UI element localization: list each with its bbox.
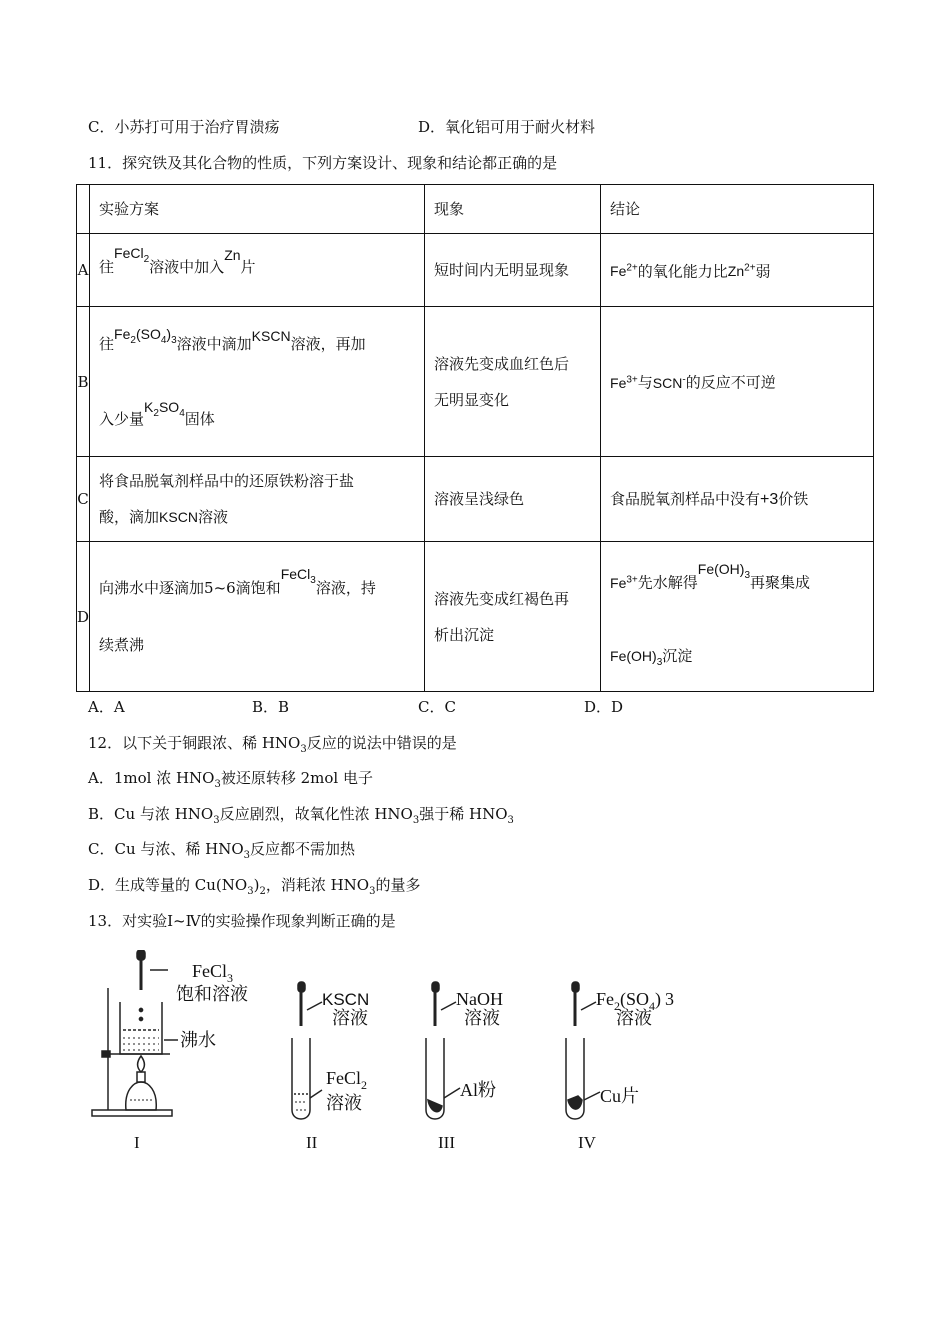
i-reagent-text: 饱和溶液 [176,984,248,1004]
q10-option-c: C．小苏打可用于治疗胃溃疡 [88,118,280,136]
water-lines [123,1038,159,1050]
chem-formula [280,566,316,586]
chem-formula [610,648,663,668]
q12-stem [88,733,457,760]
iii-number: III [438,1133,455,1152]
iii-reagent-bottom: Al粉 [460,1080,496,1100]
row-c-plan-line2 [99,499,415,535]
chem-formula [114,244,150,265]
superscript: - [682,374,686,386]
superscript: 2+ [626,262,638,274]
text: 被还原转移 2mol 电子 [220,769,373,787]
text: Fe [610,574,627,591]
row-d-conclusion-line2 [610,645,864,674]
subscript: 2 [259,886,266,897]
row-b-conclusion [601,307,874,457]
text: 溶液中滴加 [176,334,252,353]
text: Fe [610,263,627,280]
text: SCN [652,374,683,391]
chem-formula [728,263,756,279]
text: 溶液中加入 [149,257,225,276]
row-d-plan [90,542,425,692]
iii-reagent-top-text: 溶液 [464,1008,500,1028]
superscript: 2+ [744,262,756,274]
q10-option-d: D．氧化铝可用于耐火材料 [418,118,596,136]
alcohol-lamp [126,1082,157,1110]
pointer-line [584,1092,600,1100]
iv-number: IV [578,1133,596,1152]
dropper-bulb [572,982,579,992]
text: Fe [610,374,627,391]
text: Fe(OH) [610,648,657,665]
text: 溶液 [197,508,228,526]
stand-base [92,1110,172,1116]
q13-stem: 13．对实验Ⅰ~Ⅳ的实验操作现象判断正确的是 [88,912,396,930]
iv-reagent-top-text: 溶液 [616,1008,652,1028]
text: 析出沉淀 [434,625,495,644]
experiment-figure [80,950,700,1160]
text: A．1mol 浓 HNO [88,769,215,787]
subscript: 3 [214,779,221,790]
chem-formula [697,560,751,581]
ii-reagent-top-text: 溶液 [332,1008,368,1028]
text: ) [253,876,260,894]
row-c-phenomenon: 溶液呈浅绿色 [425,457,601,542]
apparatus-ii [292,982,322,1119]
row-label: B [77,307,90,457]
q11-option-d: D．D [584,698,624,716]
text: 向沸水中逐滴加5~6滴饱和 [99,579,281,598]
text: C．Cu 与浓、稀 HNO [88,840,244,858]
text: ，消耗浓 HNO [265,876,370,894]
subscript: 3 [171,334,177,346]
subscript: 3 [412,815,420,826]
iii-reagent-top: NaOH [456,989,503,1009]
subscript: 3 [300,744,307,755]
row-d-conclusion-line1 [610,559,864,645]
row-d-conclusion [601,542,874,692]
apparatus-iii-labels [438,989,503,1152]
row-a-plan [90,234,425,307]
text: ) [166,325,172,342]
text: 的氧化能力比 [637,262,728,281]
text: 再聚集成 [750,573,811,592]
ii-reagent-bottom-text: 溶液 [326,1093,362,1113]
text: (SO [620,989,650,1009]
text: Zn [727,263,745,280]
row-label: C [77,457,90,542]
i-number: I [134,1133,140,1152]
table-row-c [77,457,874,542]
row-c-plan [90,457,425,542]
text: 溶液先变成红褐色再 [434,589,570,608]
superscript: 3+ [626,574,638,586]
subscript: 3 [243,850,251,861]
chem-formula [114,325,177,346]
text: 先水解得 [637,573,698,592]
row-label: D [77,542,90,692]
chem-formula: KSCN [159,509,198,525]
text: FeCl [114,244,144,261]
chem-formula [610,575,638,591]
text: ) [655,989,662,1009]
subscript: 3 [310,574,316,586]
table-row-b [77,307,874,457]
text: 溶液，持 [315,579,376,598]
text: Fe(OH) [697,560,745,577]
row-d-plan-line1 [99,566,415,613]
subscript: 2 [130,334,136,346]
text: 价铁 [778,489,809,508]
chem-formula [610,263,638,279]
q12-option-c [88,839,355,866]
subscript: 2 [614,999,620,1013]
q12-option-d [88,875,421,902]
drop [139,1008,142,1011]
text: 片 [240,257,256,276]
apparatus-iii [426,982,460,1119]
experiment-table [76,184,874,692]
apparatus-iv [566,982,600,1119]
row-c-conclusion [601,457,874,542]
text: 反应的说法中错误的是 [306,734,457,752]
text: FeCl [192,961,228,981]
ii-reagent-top: KSCN [322,990,370,1009]
test-tube [292,1038,310,1119]
chem-formula: KSCN [251,327,291,344]
text: 往 [99,334,115,353]
dropper-bulb [432,982,439,992]
header-plan: 实验方案 [90,185,425,234]
chem-formula [653,375,686,391]
table-corner-cell [77,185,90,234]
text: Fe [596,989,614,1009]
tube-liquid [295,1102,307,1110]
text: (SO [135,325,161,342]
text: 沉淀 [662,647,693,666]
subscript: 3 [247,886,254,897]
subscript: 2 [143,253,150,265]
text: FeCl [326,1068,362,1088]
pointer-line [307,1002,322,1010]
subscript: 4 [160,334,167,346]
pointer-line [444,1088,460,1098]
text: 食品脱氧剂样品中没有 [610,489,761,508]
subscript: 3 [507,815,514,826]
text: 反应剧烈，故氧化性浓 HNO [219,805,413,823]
superscript: 3+ [626,374,638,386]
apparatus-ii-labels [306,990,369,1152]
text: 酸，滴加 [99,508,160,526]
subscript: 3 [369,886,376,897]
subscript: 4 [649,999,656,1013]
text: SO [158,398,180,415]
text: 溶液先变成血红色后 [434,354,570,373]
flame-icon [138,1056,145,1072]
al-powder [428,1100,442,1112]
text: B．Cu 与浓 HNO [88,805,214,823]
subscript: 4 [179,407,185,419]
pointer-line [441,1002,456,1010]
text: 12．以下关于铜跟浓、稀 HNO [88,734,301,752]
subscript: 3 [656,656,663,668]
table-row-a [77,234,874,307]
ii-reagent-bottom [326,1068,367,1092]
text: 弱 [755,262,771,281]
text: D．生成等量的 Cu(NO [88,876,248,894]
text: 强于稀 HNO [419,805,508,823]
q11-stem: 11．探究铁及其化合物的性质，下列方案设计、现象和结论都正确的是 [88,154,558,172]
row-b-phenomenon [425,307,601,457]
pointer-line [310,1090,322,1098]
apparatus-i [92,950,178,1116]
iv-reagent-bottom: Cu片 [600,1086,640,1106]
table-row-d [77,542,874,692]
subscript: 3 [213,815,220,826]
text: 续煮沸 [99,635,145,654]
row-b-plan-line1 [99,325,415,409]
ii-number: II [306,1133,318,1152]
table-header-row [77,185,874,234]
q11-option-c: C．C [418,698,456,716]
row-d-phenomenon [425,542,601,692]
apparatus-iv-labels [578,989,674,1152]
text: 入少量 [99,409,145,428]
row-b-plan [90,307,425,457]
stand-clamp [102,1051,110,1057]
i-boiling-water-label: 沸水 [180,1030,216,1050]
subscript: 3 [227,971,234,985]
text: Fe [114,325,131,342]
chem-formula: Zn [224,246,241,263]
text: 往 [99,257,115,276]
q12-option-a [88,768,373,795]
row-b-plan-line2 [99,398,415,436]
i-reagent-formula [192,961,233,985]
text: 无明显变化 [434,390,510,409]
text: K [144,398,154,415]
text: 固体 [184,409,215,428]
subscript: 3 [665,989,675,1009]
header-conclusion: 结论 [601,185,874,234]
text: 溶液，再加 [290,334,366,353]
dropper-bulb [137,950,145,960]
cu-piece [568,1096,582,1109]
text: 将食品脱氧剂样品中的还原铁粉溶于盐 [99,472,355,490]
drop [139,1017,142,1020]
header-phenomenon: 现象 [425,185,601,234]
q11-option-a: A．A [88,698,125,716]
text: FeCl [280,566,311,583]
text: 反应都不需加热 [250,840,356,858]
chem-formula [144,398,185,419]
chem-formula: +3 [760,490,779,508]
apparatus-i-labels [134,961,248,1152]
text: 的反应不可逆 [685,373,776,392]
lamp-wick-holder [137,1072,145,1082]
row-a-conclusion [601,234,874,307]
text: 的量多 [375,876,421,894]
row-label: A [77,234,90,307]
subscript: 2 [153,407,159,419]
subscript: 3 [744,569,751,581]
row-a-phenomenon: 短时间内无明显现象 [425,234,601,307]
pointer-line [581,1002,596,1010]
dropper-bulb [298,982,305,992]
text: 与 [637,373,653,392]
subscript: 2 [361,1078,368,1092]
q11-option-b: B．B [252,698,290,716]
chem-formula [610,375,638,391]
q12-option-b [88,804,514,831]
